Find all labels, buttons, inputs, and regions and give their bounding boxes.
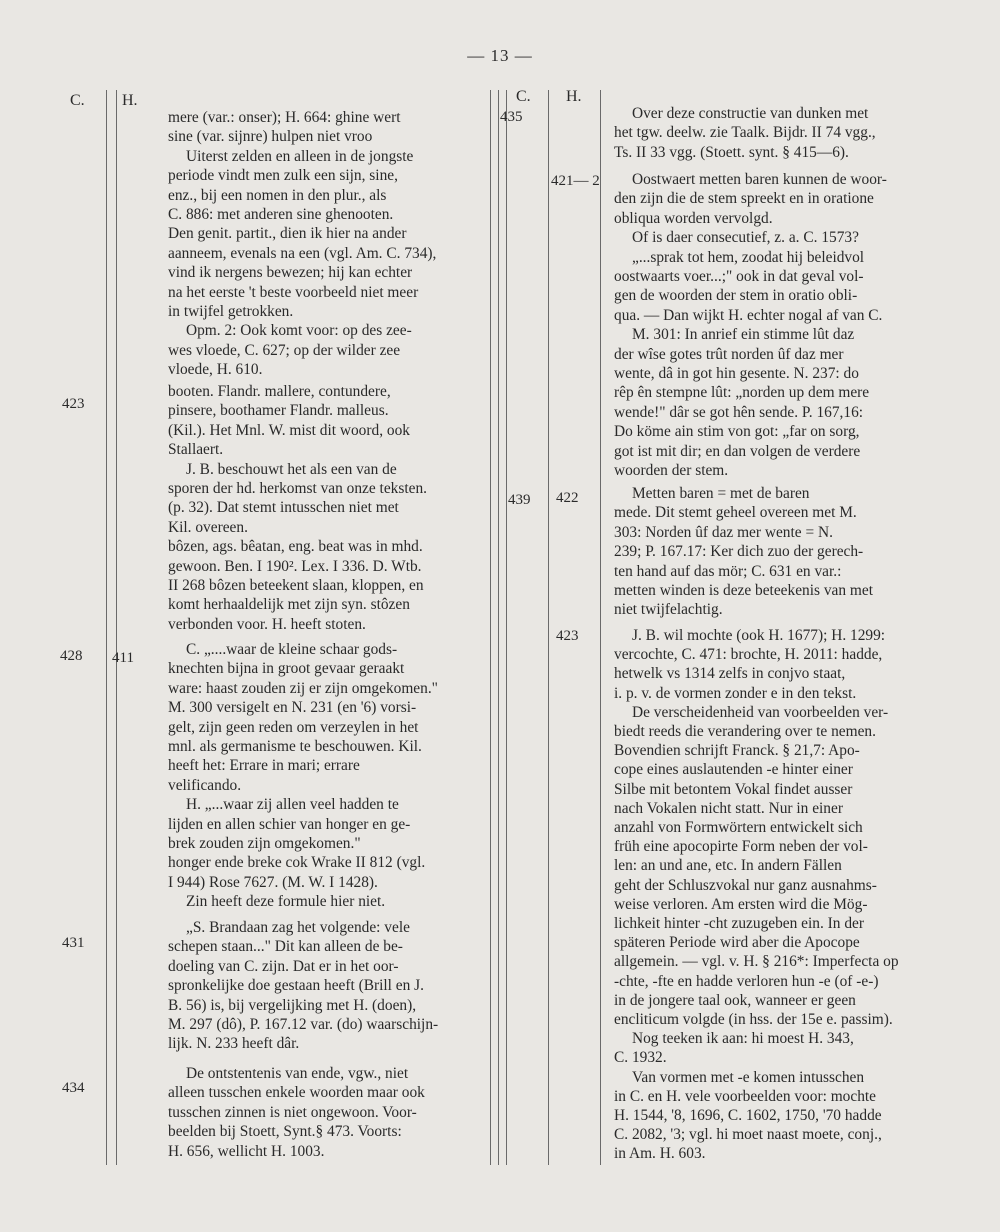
text-line: doeling van C. zijn. Dat er in het oor- [168,957,399,975]
text-line: brek zouden zijn omgekomen." [168,835,361,853]
text-line: M. 300 versigelt en N. 231 (en '6) vorsi- [168,699,417,717]
verse-number: 431 [62,935,85,951]
text-line: I 944) Rose 7627. (M. W. I 1428). [168,873,378,891]
center-rule-3 [506,90,507,1165]
text-line: weise verloren. Am ersten wird die Mög- [614,895,868,913]
text-line: pinsere, boothamer Flandr. malleus. [168,402,389,420]
left-header-c: C. [70,92,85,109]
text-line: honger ende breke cok Wrake II 812 (vgl. [168,854,426,872]
text-line: mede. Dit stemt geheel overeen met M. [614,504,857,522]
text-line: C. „....waar de kleine schaar gods- [186,641,398,658]
text-line: velificando. [168,776,242,794]
text-line: Van vormen met -e komen intusschen [632,1068,865,1086]
center-rule-2 [498,90,499,1165]
verse-number: 435 [500,109,523,125]
text-line: rêp ên stempne lût: „norden up dem mere [614,384,870,402]
text-line: in C. en H. vele voorbeelden voor: mochte [614,1087,876,1105]
right-entry-423 [614,626,926,1164]
text-line: H. 656, wellicht H. 1003. [168,1142,325,1160]
right-entry-435 [614,104,926,162]
text-line: 239; P. 167.17: Ker dich zuo der gerech- [614,543,864,561]
text-line: späteren Periode wird aber die Apocope [614,934,860,952]
text-line: in de jongere taal ook, wanneer er geen [614,991,856,1009]
text-line: cope eines auslautenden -e hinter einer [614,761,853,779]
text-line: lijk. N. 233 heeft dâr. [168,1035,300,1053]
text-line: Silbe mit betontem Vokal findet ausser [614,780,853,798]
text-line: lichkeit hinter -cht zuzugeben ein. In der [614,915,864,933]
text-line: Opm. 2: Ook komt voor: op des zee- [186,322,412,340]
text-line: woorden der stem. [614,462,729,480]
text-line: aanneem, evenals na een (vgl. Am. C. 734), [168,244,437,262]
text-line: qua. — Dan wijkt H. echter nogal af van C. [614,306,883,324]
verse-number: 422 [556,490,579,506]
text-line: komt herhaaldelijk met zijn syn. stôzen [168,596,410,614]
text-line: metten winden is deze beteekenis van met [614,582,873,600]
text-line: beelden bij Stoett, Synt.§ 473. Voorts: [168,1123,402,1141]
text-line: verbonden voor. H. heeft stoten. [168,615,366,633]
text-line: wende!" dâr se got hên sende. P. 167,16: [614,403,864,421]
text-line: C. 886: met anderen sine ghenooten. [168,206,394,224]
text-line: ware: haast zouden zij er zijn omgekomen." [168,679,438,697]
text-line: -chte, -fte en hadde verloren hun -e (of -e-) [614,972,879,990]
left-header-h: H. [122,92,138,109]
text-line: Of is daer consecutief, z. a. C. 1573? [632,229,859,247]
text-line: allgemein. — vgl. v. H. § 216*: Imperfecta op [614,953,899,971]
text-line: (p. 32). Dat stemt intusschen niet met [168,499,399,517]
left-entry-434 [168,1064,482,1161]
text-line: C. 2082, '3; vgl. hi moet naast moete, conj., [614,1126,882,1144]
text-line: M. 297 (dô), P. 167.12 var. (do) waarschijn- [168,1016,439,1034]
text-line: H. „...waar zij allen veel hadden te [186,796,399,814]
text-line: Den genit. partit., dien ik hier na ander [168,225,407,243]
text-line: niet twijfelachtig. [614,601,723,619]
right-margin-rule-1 [548,90,549,1165]
text-line: tusschen zinnen is niet ongewoon. Voor- [168,1103,417,1121]
left-margin-rule-1 [106,90,107,1165]
text-line: 303: Norden ûf daz mer wente = N. [614,523,833,541]
text-line: mere (var.: onser); H. 664: ghine wert [168,109,401,126]
text-line: De verscheidenheid van voorbeelden ver- [632,703,889,721]
text-line: obliqua worden vervolgd. [614,209,773,227]
text-line: geht der Schluszvokal nur ganz ausnahms- [614,876,877,894]
text-line: vind ik nergens bewezen; hij kan echter [168,264,413,282]
verse-number: 423 [556,628,579,644]
text-line: wes vloede, C. 627; op der wilder zee [168,341,401,359]
text-line: Ts. II 33 vgg. (Stoett. synt. § 415—6). [614,143,849,161]
left-entry-431 [168,918,482,1054]
right-header-c: C. [516,88,531,105]
text-line: De ontstentenis van ende, vgw., niet [186,1065,409,1082]
text-line: Bovendien schrijft Franck. § 21,7: Apo- [614,742,860,760]
text-line: hetwelk vs 1314 zelfs in conjvo staat, [614,665,846,683]
text-line: Zin heeft deze formule hier niet. [186,893,386,911]
right-entry-421 [614,170,926,481]
text-line: J. B. wil mochte (ook H. 1677); H. 1299: [632,627,886,644]
text-line: gelt, zijn geen reden om verzeylen in het [168,718,419,736]
verse-number: 423 [62,396,85,412]
text-line: Do köme ain stim von got: „far on sorg, [614,423,860,441]
center-rule-1 [490,90,491,1165]
text-line: „S. Brandaan zag het volgende: vele [186,919,410,936]
text-line: Over deze constructie van dunken met [632,105,869,122]
text-line: Kil. overeen. [168,518,248,536]
verse-number: 421— 2 [551,173,600,189]
text-line: Oostwaert metten baren kunnen de woor- [632,171,887,188]
text-line: der wîse gotes trût norden ûf daz mer [614,345,844,363]
text-line: biedt reeds die verandering over te nemen. [614,723,876,741]
text-line: periode vindt men zulk een sijn, sine, [168,167,398,185]
text-line: booten. Flandr. mallere, contundere, [168,383,391,400]
text-line: II 268 bôzen beteekent slaan, kloppen, en [168,577,424,595]
verse-number: 411 [112,650,134,666]
text-line: heeft het: Errare in mari; errare [168,757,360,775]
verse-number: 434 [62,1080,85,1096]
text-line: vercochte, C. 471: brochte, H. 2011: hadde, [614,646,883,664]
text-line: (Kil.). Het Mnl. W. mist dit woord, ook [168,421,410,439]
right-entry-439 [614,484,926,620]
text-line: encliticum volgde (in hss. der 15e e. passim). [614,1011,893,1029]
text-line: spronkelijke doe gestaan heeft (Brill en J. [168,977,425,995]
text-line: mnl. als germanisme te beschouwen. Kil. [168,738,422,756]
text-line: alleen tusschen enkele woorden maar ook [168,1084,425,1102]
text-line: gen de woorden der stem in oratio obli- [614,287,858,305]
text-line: het tgw. deelw. zie Taalk. Bijdr. II 74 vgg., [614,124,876,142]
text-line: i. p. v. de vormen zonder e in den tekst. [614,684,857,702]
text-line: M. 301: In anrief ein stimme lût daz [632,326,855,344]
text-line: J. B. beschouwt het als een van de [186,460,397,478]
text-line: ten hand auf das mör; C. 631 en var.: [614,562,842,580]
text-line: gewoon. Ben. I 190². Lex. I 336. D. Wtb. [168,557,422,575]
text-line: in twijfel getrokken. [168,303,294,321]
text-line: B. 56) is, bij vergelijking met H. (doen), [168,996,417,1014]
text-line: oostwaarts voer...;" ook in dat geval vol- [614,268,864,286]
text-line: sine (var. sijnre) hulpen niet vroo [168,128,373,146]
text-line: sporen der hd. herkomst van onze teksten. [168,480,428,498]
text-line: knechten bijna in groot gevaar geraakt [168,660,405,678]
left-entry-423 [168,382,482,634]
text-line: nach Vokalen nicht statt. Nur in einer [614,799,843,817]
text-line: „...sprak tot hem, zoodat hij beleidvol [632,248,865,266]
text-line: na het eerste 't beste voorbeeld niet meer [168,283,419,301]
text-line: in Am. H. 603. [614,1145,706,1163]
text-line: schepen staan..." Dit kan alleen de be- [168,938,403,956]
text-line: früh eine apocopirte Form neben der vol- [614,838,868,856]
text-line: got ist mit dir; en dan volgen de verdere [614,442,861,460]
text-line: H. 1544, '8, 1696, C. 1602, 1750, '70 hadde [614,1107,882,1125]
verse-number: 439 [508,492,531,508]
text-line: lijden en allen schier van honger en ge- [168,815,411,833]
text-line: Stallaert. [168,441,224,459]
text-line: C. 1932. [614,1049,667,1067]
text-line: Metten baren = met de baren [632,485,810,502]
page-number: — 13 — [467,46,533,65]
text-line: len: an und ane, etc. In andern Fällen [614,857,842,875]
right-margin-rule-2 [600,90,601,1165]
text-line: anzahl von Formwörtern entwickelt sich [614,819,863,837]
verse-number: 428 [60,648,83,664]
right-header-h: H. [566,88,582,105]
text-line: bôzen, ags. bêatan, eng. beat was in mhd. [168,538,423,556]
text-line: wente, dâ in got hin gesente. N. 237: do [614,365,859,383]
left-margin-rule-2 [116,90,117,1165]
text-line: vloede, H. 610. [168,361,263,379]
text-line: enz., bij een nomen in den plur., als [168,186,387,204]
left-entry-428 [168,640,482,912]
text-line: den zijn die de stem spreekt en in oratione [614,190,874,208]
left-entry-continuation [168,108,482,380]
text-line: Uiterst zelden en alleen in de jongste [186,147,414,165]
text-line: Nog teeken ik aan: hi moest H. 343, [632,1030,854,1048]
